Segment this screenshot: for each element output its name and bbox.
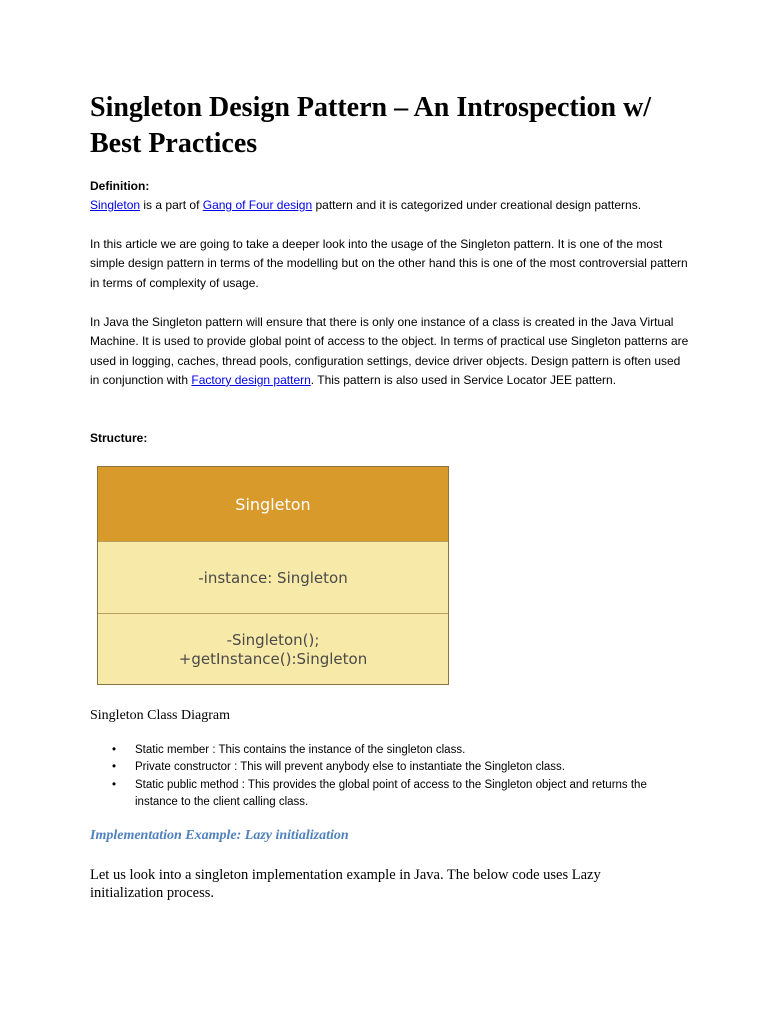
uml-operation-getinstance: +getInstance():Singleton: [178, 650, 368, 668]
java-paragraph: [90, 313, 690, 390]
uml-operations: [98, 613, 448, 685]
list-item: • Static member : This contains the instance of the singleton class.: [90, 742, 650, 759]
uml-class-name: Singleton: [98, 467, 448, 541]
singleton-link[interactable]: Singleton: [90, 198, 141, 212]
uml-attribute-instance: -instance: Singleton: [198, 568, 348, 587]
uml-operation-constructor: -Singleton();: [226, 631, 320, 649]
java-text-1: In Java the Singleton pattern will ensure that there is only one instance of a class is created in the Java Virtual Machine. It is used to provide global point of access to the object. In terms of practical use Singleton patterns are used in logging, caches, thread pools, configuration settings, device driver objects. Design pattern is often used in conjunction with: [90, 315, 689, 387]
uml-attributes: [98, 541, 448, 613]
list-item: • Static public method : This provides the global point of access to the Singleton object and returns the instance to the client calling class.: [90, 777, 650, 812]
definition-text-1: is a part of: [140, 198, 203, 212]
implementation-paragraph: Let us look into a singleton implementation example in Java. The below code uses Lazy initialization process.: [90, 867, 601, 901]
definition-heading: Definition:: [90, 179, 150, 193]
definition-text-2: pattern and it is categorized under creational design patterns.: [312, 198, 642, 212]
gang-of-four-link[interactable]: Gang of Four design: [202, 198, 313, 212]
factory-pattern-link[interactable]: Factory design pattern: [191, 372, 311, 387]
diagram-caption: Singleton Class Diagram: [90, 708, 230, 723]
bullet-list: [90, 742, 650, 811]
intro-paragraph: In this article we are going to take a deeper look into the usage of the Singleton pattern. It is one of the most simple design pattern in terms of the modelling but on the other hand this is one of the most controversial pattern in terms of complexity of usage.: [90, 237, 688, 290]
page-title: Singleton Design Pattern – An Introspection w/ Best Practices: [90, 92, 652, 159]
definition-paragraph: [90, 196, 690, 215]
list-item: • Private constructor : This will prevent anybody else to instantiate the Singleton class.: [90, 759, 650, 776]
structure-heading: Structure:: [90, 431, 148, 445]
section-subheading: Implementation Example: Lazy initialization: [90, 828, 349, 843]
java-text-2: . This pattern is also used in Service Locator JEE pattern.: [310, 372, 617, 387]
uml-class-diagram: [97, 466, 449, 685]
